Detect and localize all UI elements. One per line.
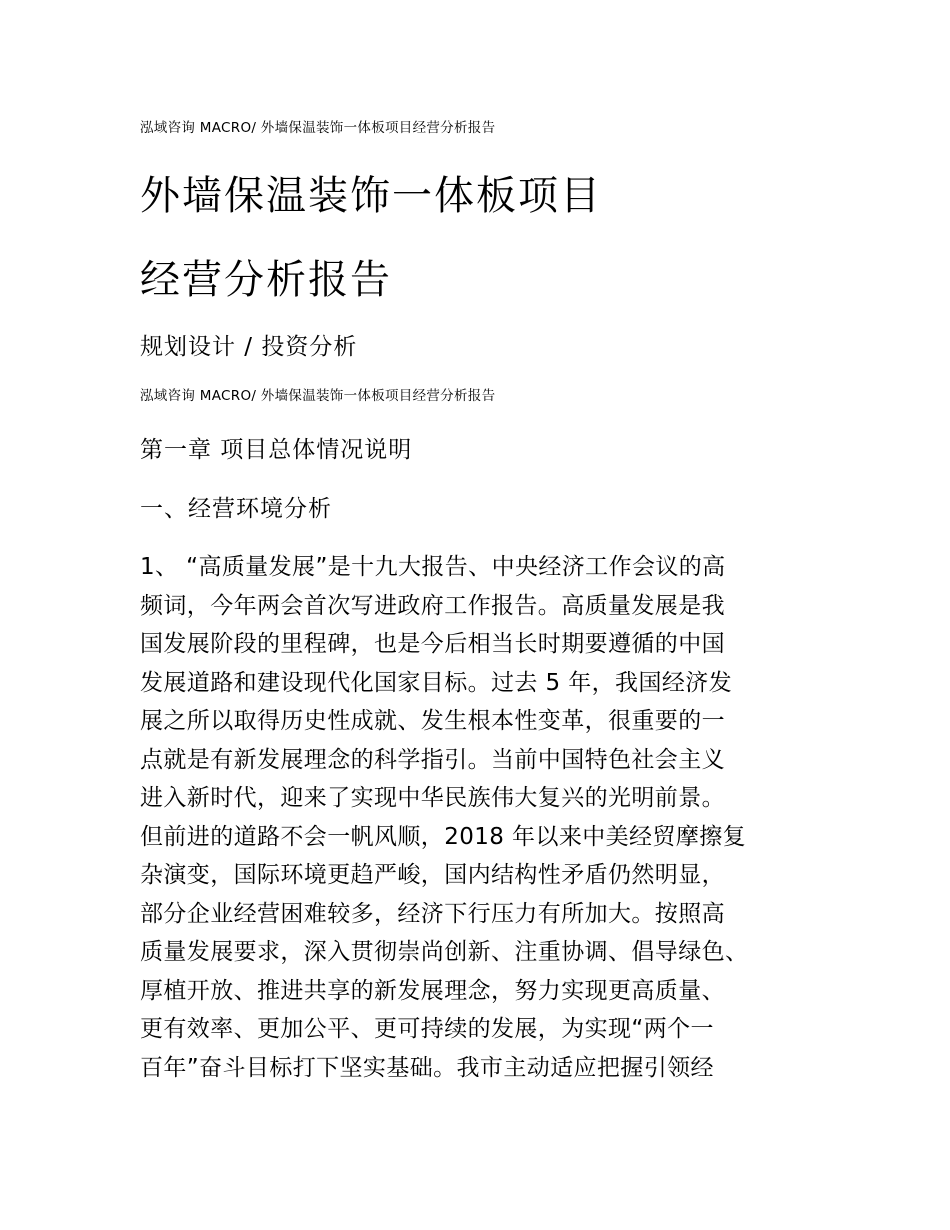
- body-line: 但前进的道路不会一帆风顺，2018 年以来中美经贸摩擦复: [140, 823, 747, 850]
- running-header-mid: 泓域咨询 MACRO/ 外墙保温装饰一体板项目经营分析报告: [140, 388, 496, 404]
- body-line: 点就是有新发展理念的科学指引。当前中国特色社会主义: [140, 746, 725, 773]
- running-header-top: 泓域咨询 MACRO/ 外墙保温装饰一体板项目经营分析报告: [140, 120, 496, 136]
- body-line: 杂演变，国际环境更趋严峻，国内结构性矛盾仍然明显，: [140, 862, 725, 888]
- body-line: 部分企业经营困难较多，经济下行压力有所加大。按照高: [140, 900, 725, 927]
- body-line: 1、 “高质量发展”是十九大报告、中央经济工作会议的高: [140, 554, 726, 580]
- body-line: 更有效率、更加公平、更可持续的发展，为实现“两个一: [140, 1016, 714, 1042]
- report-title-line2: 经营分析报告: [140, 257, 392, 303]
- report-subtitle: 规划设计 / 投资分析: [140, 334, 358, 360]
- body-line: 质量发展要求，深入贯彻崇尚创新、注重协调、倡导绿色、: [140, 939, 749, 965]
- body-line: 国发展阶段的里程碑，也是今后相当长时期要遵循的中国: [140, 631, 725, 657]
- body-paragraph: [140, 548, 820, 1087]
- body-line: 频词，今年两会首次写进政府工作报告。高质量发展是我: [140, 592, 725, 619]
- chapter-title: 第一章 项目总体情况说明: [140, 437, 413, 463]
- body-line: 发展道路和建设现代化国家目标。过去 5 年，我国经济发: [140, 669, 733, 696]
- section-title: 一、经营环境分析: [140, 496, 332, 522]
- body-line: 百年”奋斗目标打下坚实基础。我市主动适应把握引领经: [140, 1054, 714, 1081]
- report-title-line1: 外墙保温装饰一体板项目: [140, 173, 602, 219]
- body-line: 进入新时代，迎来了实现中华民族伟大复兴的光明前景。: [140, 785, 725, 811]
- body-line: 厚植开放、推进共享的新发展理念，努力实现更高质量、: [140, 977, 725, 1004]
- body-line: 展之所以取得历史性成就、发生根本性变革，很重要的一: [140, 708, 725, 734]
